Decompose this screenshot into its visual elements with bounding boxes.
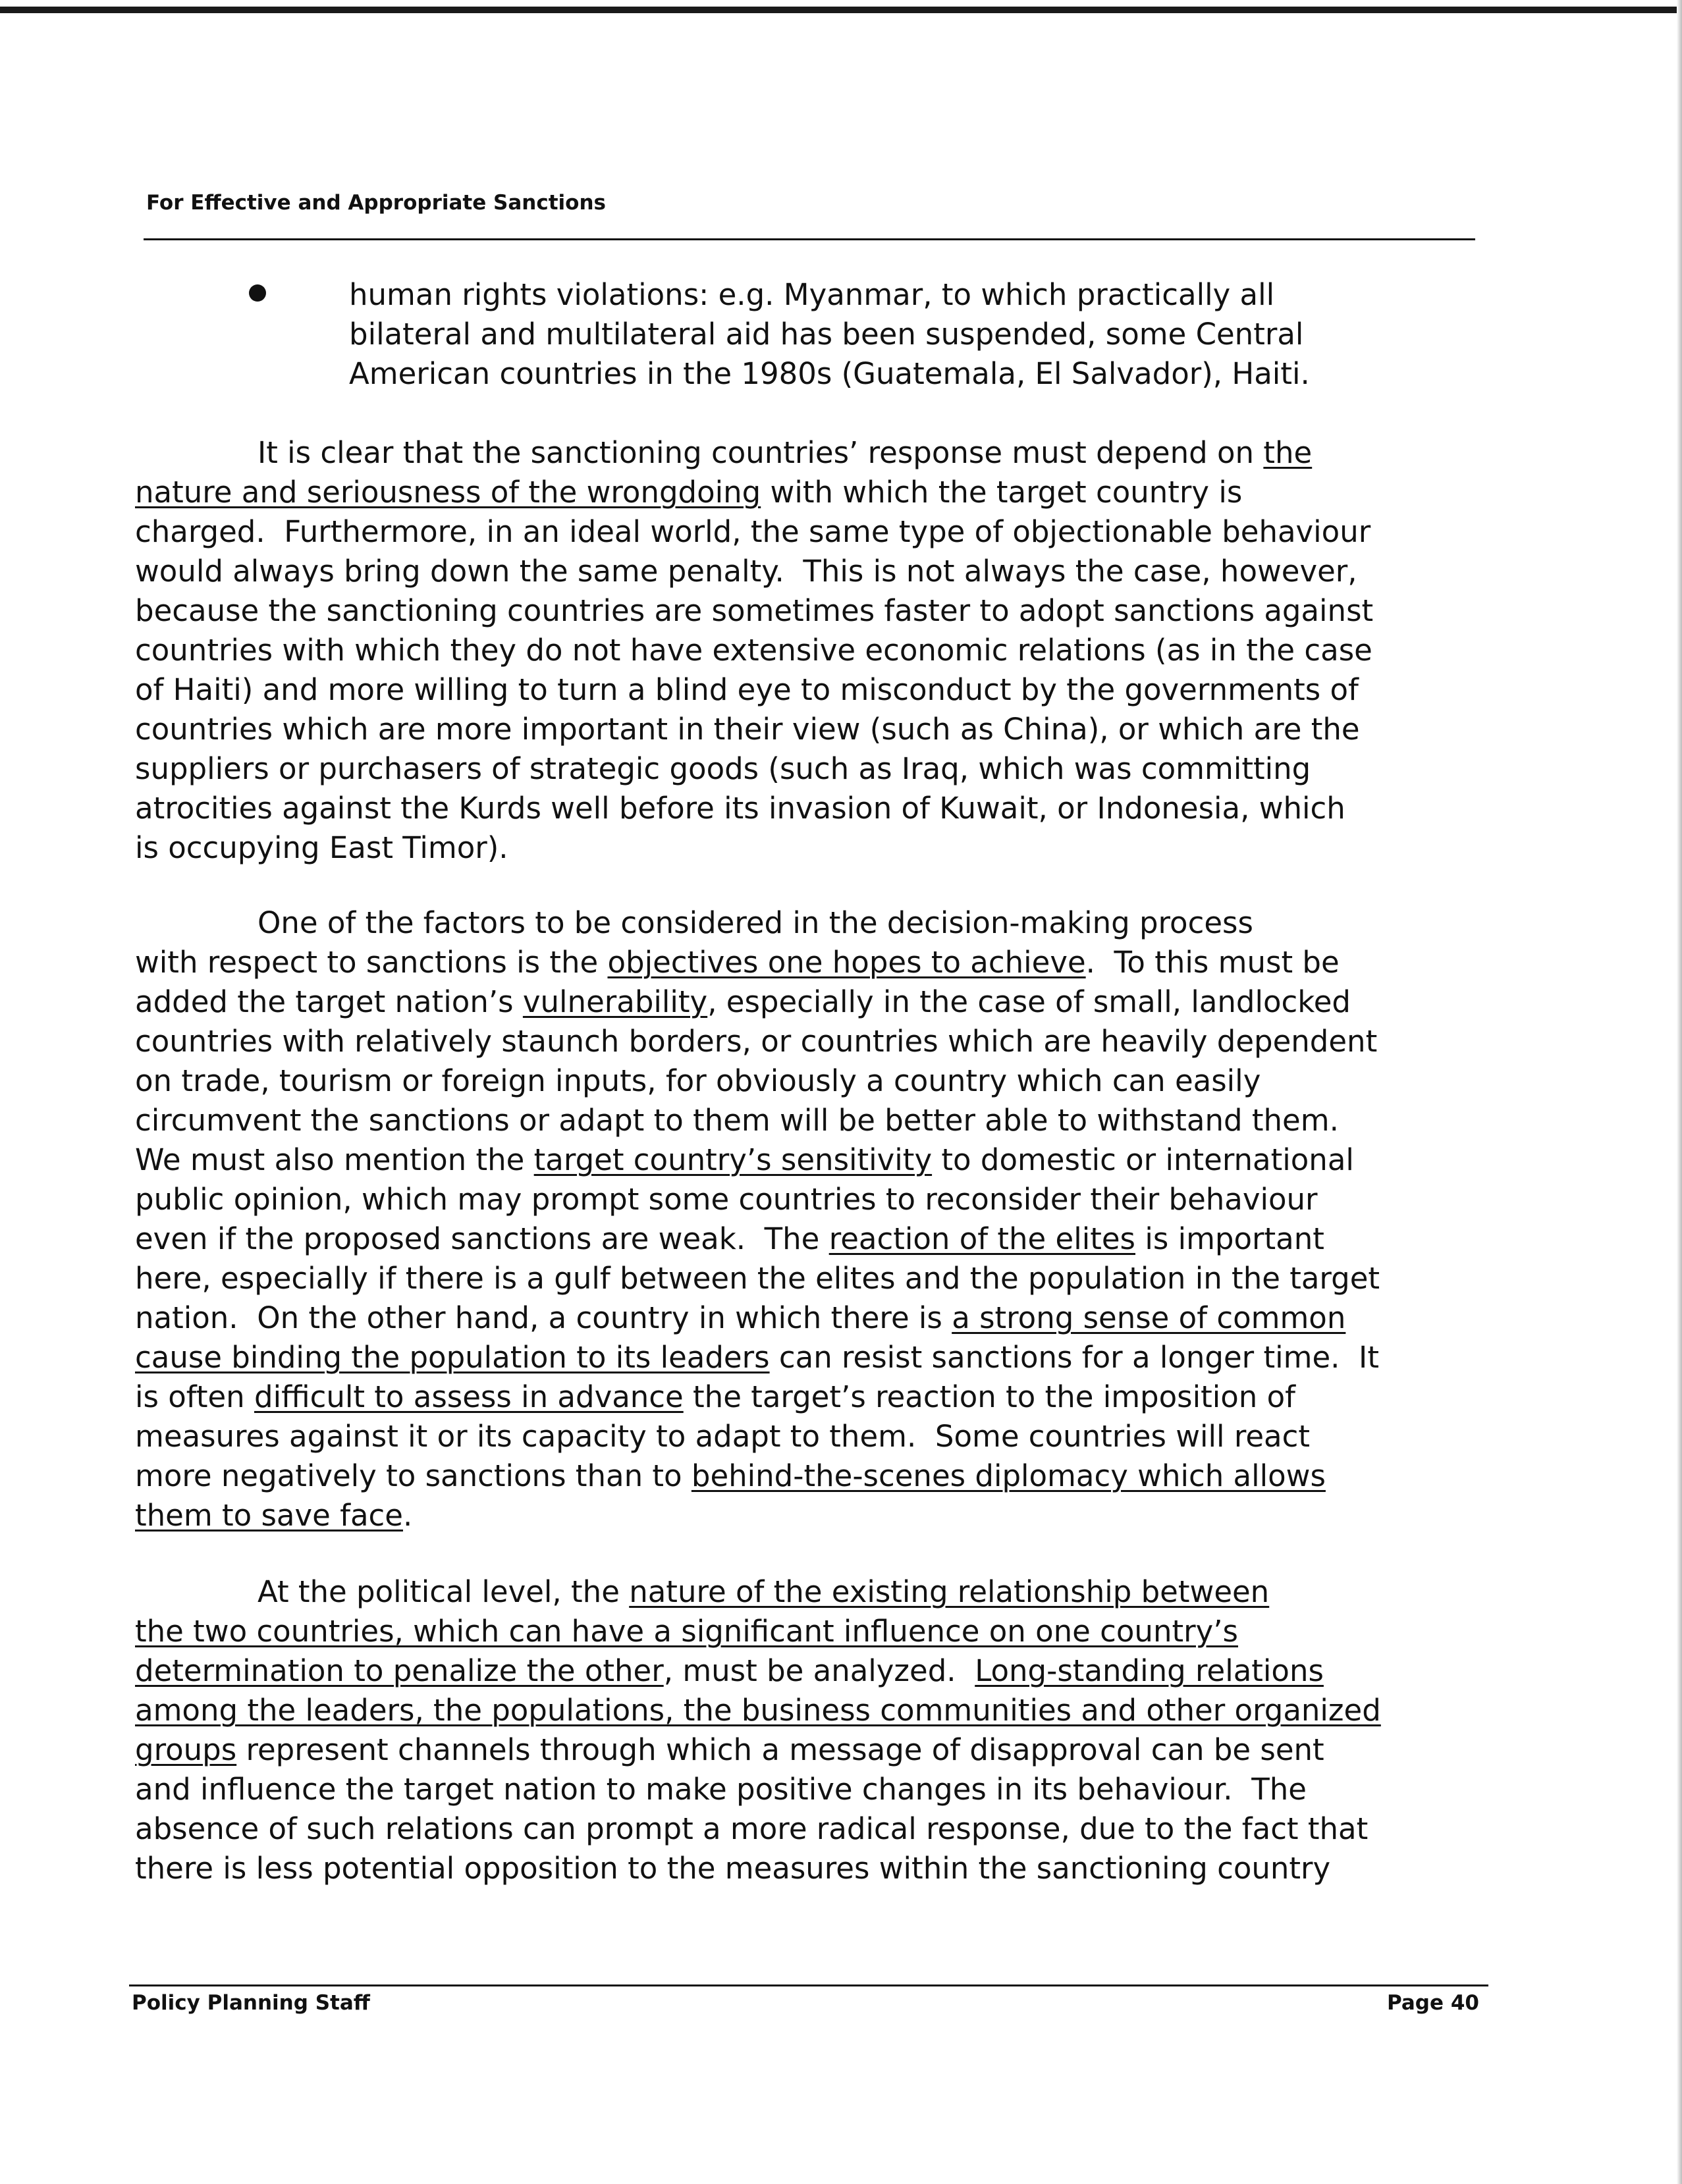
- text: public opinion, which may prompt some countries to reconsider their behaviour: [135, 1182, 1318, 1217]
- underlined-text: the two countries, which can have a significant influence on one country’s: [135, 1614, 1238, 1649]
- text: added the target nation’s: [135, 984, 523, 1019]
- text: We must also mention the: [135, 1142, 534, 1177]
- text: , especially in the case of small, landlocked: [707, 984, 1351, 1019]
- text: suppliers or purchasers of strategic goods (such as Iraq, which was committing: [135, 751, 1311, 786]
- underlined-text: target country’s sensitivity: [533, 1142, 933, 1177]
- underlined-text: cause binding the population to its leaders: [135, 1340, 770, 1375]
- bullet-icon: [249, 284, 266, 302]
- underlined-text: difficult to assess in advance: [254, 1379, 684, 1414]
- text: circumvent the sanctions or adapt to them will be better able to withstand them.: [135, 1103, 1339, 1138]
- text: there is less potential opposition to the measures within the sanctioning country: [135, 1851, 1331, 1886]
- text: the target’s reaction to the imposition of: [683, 1379, 1295, 1414]
- underlined-text: the: [1263, 435, 1313, 470]
- text: At the political level, the: [135, 1574, 630, 1609]
- text: countries with which they do not have extensive economic relations (as in the case: [135, 633, 1372, 668]
- text: even if the proposed sanctions are weak. The: [135, 1221, 829, 1256]
- text: . To this must be: [1085, 945, 1340, 980]
- underlined-text: vulnerability: [522, 984, 708, 1019]
- text: more negatively to sanctions than to: [135, 1458, 692, 1493]
- header-rule: [144, 238, 1475, 240]
- underlined-text: reaction of the elites: [828, 1221, 1136, 1256]
- bullet-line: American countries in the 1980s (Guatemala, El Salvador), Haiti.: [349, 356, 1310, 391]
- scan-right-edge: [1677, 0, 1682, 2184]
- text: with which the target country is: [761, 475, 1243, 510]
- paragraph-factors: [135, 903, 1380, 1535]
- text: atrocities against the Kurds well before its invasion of Kuwait, or Indonesia, which: [135, 791, 1345, 826]
- underlined-text: determination to penalize the other: [135, 1653, 664, 1688]
- text: because the sanctioning countries are sometimes faster to adopt sanctions against: [135, 593, 1374, 628]
- text: to domestic or international: [932, 1142, 1354, 1177]
- underlined-text: behind-the-scenes diplomacy which allows: [691, 1458, 1326, 1493]
- text: is occupying East Timor).: [135, 830, 508, 865]
- underlined-text: nature and seriousness of the wrongdoing: [135, 475, 761, 510]
- bullet-item: [349, 275, 1310, 394]
- text: One of the factors to be considered in the decision-making process: [135, 905, 1253, 940]
- page-number: Page 40: [1387, 1991, 1479, 2015]
- running-header: For Effective and Appropriate Sanctions: [146, 191, 606, 215]
- text: countries with relatively staunch borders, or countries which are heavily dependent: [135, 1024, 1378, 1059]
- text: is often: [135, 1379, 254, 1414]
- paragraph-response: [135, 433, 1373, 868]
- scan-top-edge: [0, 0, 1682, 14]
- text: can resist sanctions for a longer time. It: [769, 1340, 1379, 1375]
- underlined-text: them to save face: [135, 1498, 403, 1533]
- text: represent channels through which a message of disapproval can be sent: [236, 1732, 1324, 1767]
- paragraph-political: [135, 1572, 1381, 1888]
- text: .: [402, 1498, 413, 1533]
- text: on trade, tourism or foreign inputs, for obviously a country which can easily: [135, 1063, 1261, 1098]
- bullet-line: bilateral and multilateral aid has been suspended, some Central: [349, 317, 1304, 352]
- text: charged. Furthermore, in an ideal world, the same type of objectionable behaviour: [135, 514, 1371, 549]
- footer-organization: Policy Planning Staff: [132, 1991, 370, 2015]
- text: is important: [1135, 1221, 1324, 1256]
- text: , must be analyzed.: [663, 1653, 975, 1688]
- text: with respect to sanctions is the: [135, 945, 608, 980]
- underlined-text: Long-standing relations: [975, 1653, 1324, 1688]
- text: nation. On the other hand, a country in which there is: [135, 1300, 952, 1335]
- text: would always bring down the same penalty. This is not always the case, however,: [135, 554, 1357, 589]
- text: and influence the target nation to make positive changes in its behaviour. The: [135, 1772, 1307, 1807]
- text: of Haiti) and more willing to turn a blind eye to misconduct by the governments of: [135, 672, 1359, 707]
- text: measures against it or its capacity to adapt to them. Some countries will react: [135, 1419, 1310, 1454]
- text: It is clear that the sanctioning countries’ response must depend on: [135, 435, 1264, 470]
- text: absence of such relations can prompt a more radical response, due to the fact that: [135, 1811, 1369, 1846]
- text: here, especially if there is a gulf between the elites and the population in the target: [135, 1261, 1380, 1296]
- underlined-text: among the leaders, the populations, the business communities and other organized: [135, 1693, 1381, 1728]
- footer-rule: [129, 1984, 1488, 1986]
- text: countries which are more important in their view (such as China), or which are the: [135, 712, 1360, 747]
- underlined-text: groups: [135, 1732, 237, 1767]
- underlined-text: nature of the existing relationship between: [629, 1574, 1270, 1609]
- underlined-text: a strong sense of common: [952, 1300, 1346, 1335]
- underlined-text: objectives one hopes to achieve: [607, 945, 1086, 980]
- bullet-line: human rights violations: e.g. Myanmar, to which practically all: [349, 277, 1275, 312]
